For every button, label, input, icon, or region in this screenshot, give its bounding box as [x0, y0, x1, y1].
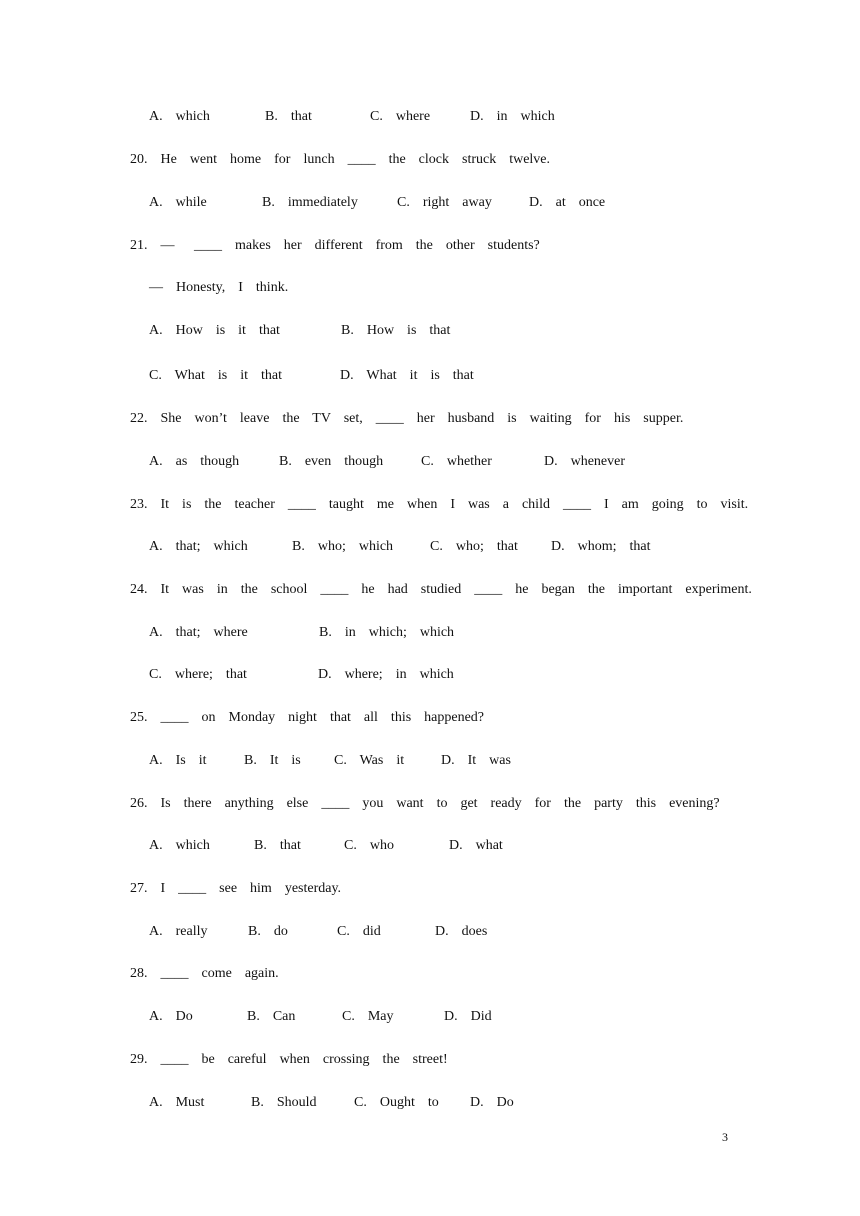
q26-option-c: C. who	[344, 838, 394, 853]
q22-option-b: B. even though	[279, 454, 384, 469]
q24-option-a: A. that; where	[149, 625, 248, 640]
q21-option-b: B. How is that	[341, 323, 451, 338]
q22-option-d: D. whenever	[544, 454, 626, 469]
q25-option-d: D. It was	[441, 753, 511, 768]
q20-option-c: C. right away	[397, 195, 492, 210]
q28-option-d: D. Did	[444, 1009, 492, 1024]
question-21-reply: — Honesty, I think.	[149, 280, 289, 295]
q27-option-d: D. does	[435, 924, 488, 939]
q23-option-a: A. that; which	[149, 539, 248, 554]
q22-option-c: C. whether	[421, 454, 492, 469]
q19-option-c: C. where	[370, 109, 431, 124]
page-number: 3	[722, 1130, 728, 1144]
q23-option-c: C. who; that	[430, 539, 518, 554]
q24-option-b: B. in which; which	[319, 625, 455, 640]
q23-option-b: B. who; which	[292, 539, 394, 554]
question-24: 24. It was in the school ____ he had studied ____ he began the important experiment.	[130, 582, 752, 597]
q23-option-d: D. whom; that	[551, 539, 651, 554]
q24-option-d: D. where; in which	[318, 667, 454, 682]
question-27: 27. I ____ see him yesterday.	[130, 881, 342, 896]
question-29: 29. ____ be careful when crossing the street!	[130, 1052, 448, 1067]
question-25: 25. ____ on Monday night that all this happened?	[130, 710, 485, 725]
question-28: 28. ____ come again.	[130, 966, 279, 981]
question-26: 26. Is there anything else ____ you want to get ready for the party this evening?	[130, 796, 720, 811]
q28-option-b: B. Can	[247, 1009, 296, 1024]
q25-option-a: A. Is it	[149, 753, 207, 768]
q25-option-c: C. Was it	[334, 753, 405, 768]
q27-option-b: B. do	[248, 924, 288, 939]
q20-option-d: D. at once	[529, 195, 606, 210]
q21-option-c: C. What is it that	[149, 368, 283, 383]
q29-option-a: A. Must	[149, 1095, 205, 1110]
q20-option-b: B. immediately	[262, 195, 358, 210]
q28-option-a: A. Do	[149, 1009, 193, 1024]
q24-option-c: C. where; that	[149, 667, 247, 682]
q19-option-a: A. which	[149, 109, 210, 124]
q20-option-a: A. while	[149, 195, 207, 210]
q21-option-a: A. How is it that	[149, 323, 280, 338]
q27-option-c: C. did	[337, 924, 381, 939]
question-21: 21. — ____ makes her different from the other students?	[130, 238, 540, 253]
question-20: 20. He went home for lunch ____ the clock struck twelve.	[130, 152, 551, 167]
question-22: 22. She won’t leave the TV set, ____ her husband is waiting for his supper.	[130, 411, 684, 426]
question-23: 23. It is the teacher ____ taught me when I was a child ____ I am going to visit.	[130, 497, 749, 512]
q19-option-d: D. in which	[470, 109, 555, 124]
q29-option-d: D. Do	[470, 1095, 514, 1110]
q26-option-a: A. which	[149, 838, 210, 853]
q26-option-d: D. what	[449, 838, 503, 853]
q22-option-a: A. as though	[149, 454, 240, 469]
q21-option-d: D. What it is that	[340, 368, 474, 383]
q28-option-c: C. May	[342, 1009, 394, 1024]
q27-option-a: A. really	[149, 924, 208, 939]
q25-option-b: B. It is	[244, 753, 301, 768]
q26-option-b: B. that	[254, 838, 301, 853]
q19-option-b: B. that	[265, 109, 312, 124]
q29-option-c: C. Ought to	[354, 1095, 439, 1110]
q29-option-b: B. Should	[251, 1095, 317, 1110]
